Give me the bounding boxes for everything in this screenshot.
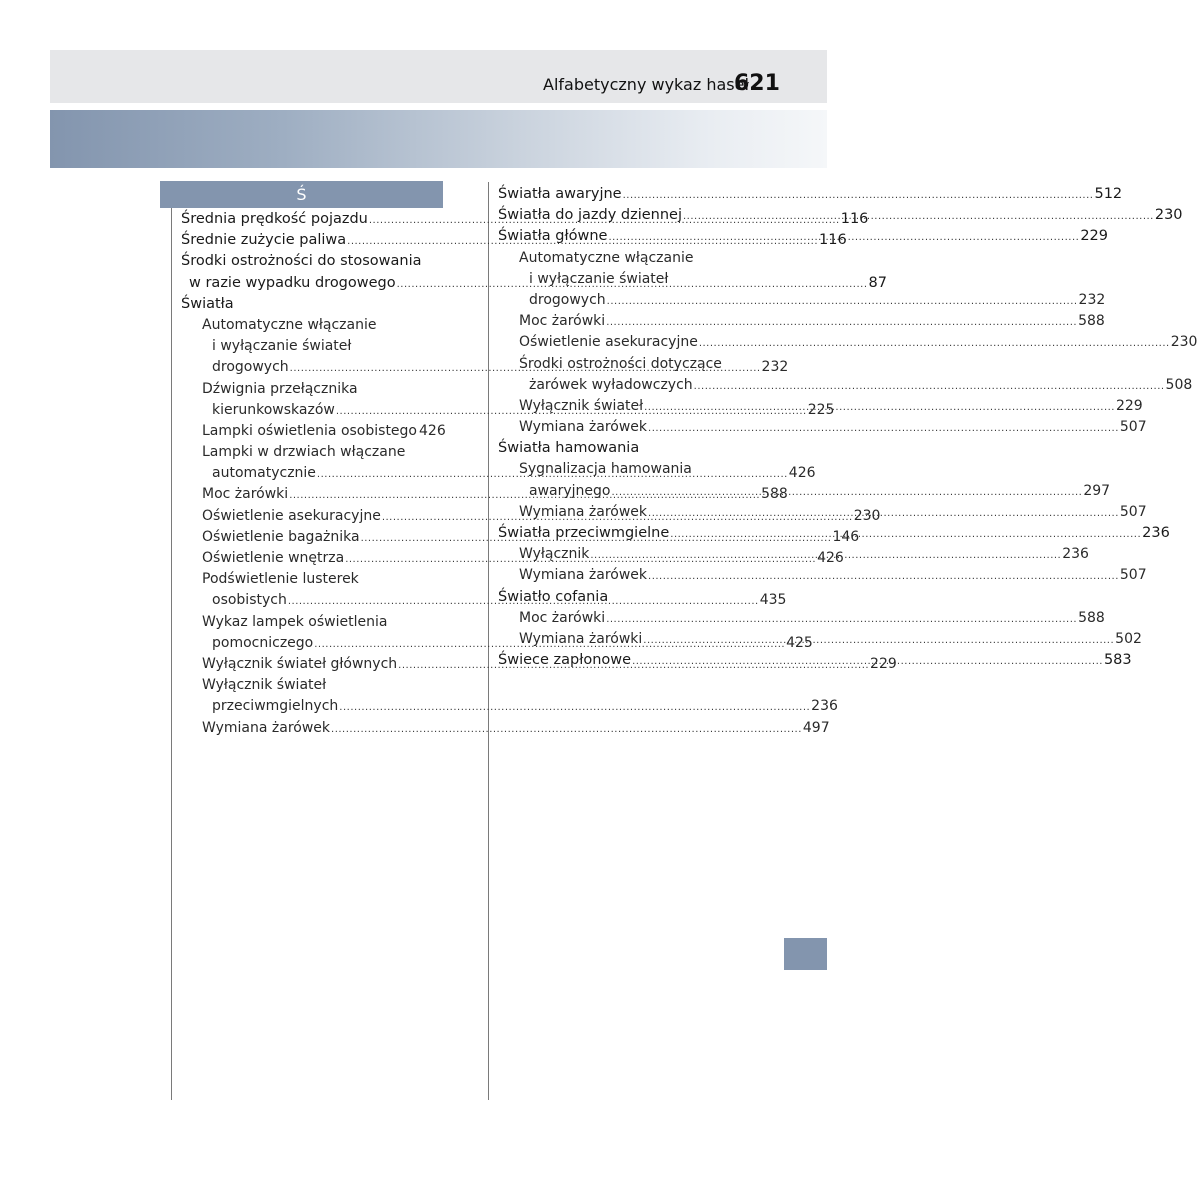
index-entry-text: Lampki oświetlenia osobistego (202, 422, 417, 439)
index-entry-text: Wyłącznik świateł (519, 397, 644, 414)
page-number: 621 (734, 71, 780, 96)
index-entry-page: 116 (819, 232, 847, 249)
index-entry-page: 116 (840, 211, 869, 227)
index-entry-page: 497 (802, 719, 830, 736)
index-entry-text: Średnie zużycie paliwa (181, 232, 347, 249)
index-entry-text: przeciwmgielnych (212, 698, 339, 715)
index-entry (498, 417, 1147, 438)
index-entry-text: Moc żarówki (519, 609, 606, 626)
index-entry-text: drogowych (529, 291, 606, 308)
index-entry (498, 248, 760, 269)
index-entry-text: Oświetlenie asekuracyjne (202, 507, 381, 524)
index-entry-page: 229 (1115, 397, 1143, 414)
index-entry-text: Wymiana żarówek (519, 503, 648, 520)
index-entry-page: 435 (759, 592, 787, 609)
index-entry (181, 336, 443, 357)
index-entry-text: awaryjnego (529, 482, 611, 499)
index-entry-text: Sygnalizacja hamowania (519, 461, 692, 478)
index-entry (181, 251, 443, 272)
index-entry-page: 236 (1062, 546, 1089, 563)
section-letter-tab: Ś (160, 181, 443, 208)
index-entry-page: 502 (1115, 630, 1142, 647)
index-entry-page: 236 (811, 698, 838, 715)
index-entry-page: 588 (761, 486, 788, 503)
index-entry-text: i wyłączanie świateł (212, 338, 352, 355)
index-entry (498, 269, 760, 290)
index-entry-text: Moc żarówki (202, 486, 289, 503)
dot-leader (648, 503, 1119, 524)
index-entry-text: Światła główne (498, 228, 608, 245)
page-header-title: Alfabetyczny wykaz haseł (543, 75, 749, 94)
index-entry-page: 225 (807, 401, 835, 418)
dot-leader (694, 376, 1165, 397)
index-entry-page: 229 (1080, 228, 1109, 245)
dot-leader (339, 697, 810, 718)
index-entry-text: Wymiana żarówki (519, 630, 643, 647)
index-entry-text: Świece zapłonowe (498, 652, 632, 669)
index-entry-text: Oświetlenie bagażnika (202, 528, 360, 545)
index-entry-page: 230 (1170, 334, 1197, 351)
index-entry (181, 421, 446, 442)
dot-leader (623, 185, 1094, 206)
dot-leader (699, 333, 1170, 354)
index-entry-text: Automatyczne włączanie (202, 316, 377, 333)
index-entry-text: Dźwignia przełącznika (202, 380, 358, 397)
dot-leader (606, 312, 1077, 333)
index-entry-text: drogowych (212, 359, 289, 376)
dot-leader (606, 609, 1077, 630)
index-entry-text: Oświetlenie asekuracyjne (519, 334, 698, 351)
index-entry-page: 229 (870, 655, 897, 672)
index-entry (498, 290, 1106, 311)
index-entry-text: osobistych (212, 592, 287, 609)
index-entry-page: 146 (832, 528, 860, 545)
index-entry-text: w razie wypadku drogowego (189, 274, 396, 291)
column-divider-left (171, 208, 172, 1100)
index-entry (498, 565, 1147, 586)
index-entry (498, 438, 760, 459)
dot-leader (644, 397, 1115, 418)
index-entry-page: 232 (1078, 291, 1106, 308)
index-entry-text: Wymiana żarówek (202, 719, 331, 736)
index-entry-text: Światła (181, 295, 234, 312)
chapter-side-tab (784, 938, 827, 970)
index-entry-text: Moc żarówki (519, 313, 606, 330)
index-entry-page: 426 (419, 422, 446, 439)
index-entry (181, 675, 443, 696)
index-entry-text: Oświetlenie wnętrza (202, 550, 345, 566)
index-entry (181, 294, 443, 315)
index-entry (181, 379, 443, 400)
index-entry-text: pomocniczego (212, 634, 314, 651)
index-entry-text: Wymiana żarówek (519, 567, 648, 584)
index-entry-text: Wykaz lampek oświetlenia (202, 613, 388, 630)
index-entry-text: Światło cofania (498, 588, 609, 605)
index-entry-text: Wyłącznik świateł głównych (202, 655, 398, 672)
index-entry-text: Środki ostrożności do stosowania (181, 253, 422, 270)
index-entry-page: 512 (1094, 186, 1123, 202)
index-entry-page: 230 (853, 507, 881, 524)
index-entry (498, 587, 760, 608)
decorative-gradient-band (50, 110, 827, 168)
index-entry-text: kierunkowskazów (212, 401, 335, 418)
index-entry-text: Środki ostrożności dotyczące (519, 355, 722, 372)
index-entry-text: Średnia prędkość pojazdu (181, 211, 368, 227)
dot-leader (590, 545, 1061, 566)
index-entry (498, 332, 1197, 353)
index-entry (181, 569, 443, 590)
index-entry-text: żarówek wyładowczych (529, 376, 693, 393)
dot-leader (648, 566, 1119, 587)
index-entry-page: 297 (1083, 482, 1111, 499)
dot-leader (331, 719, 802, 740)
dot-leader (670, 524, 1141, 545)
index-entry-page: 507 (1119, 567, 1147, 584)
index-entry (181, 696, 838, 717)
index-entry-page: 588 (1078, 313, 1105, 330)
dot-leader (607, 291, 1078, 312)
index-entry (181, 612, 443, 633)
dot-leader (643, 630, 1114, 651)
index-entry-page: 426 (817, 550, 844, 566)
index-entry-page: 87 (868, 274, 887, 291)
index-entry-page: 583 (1103, 652, 1132, 669)
index-entry-text: Światła przeciwmgielne (498, 525, 670, 541)
index-entry-text: Podświetlenie lusterek (202, 571, 359, 588)
index-entry-text: Światła awaryjne (498, 186, 622, 202)
index-entry (498, 608, 1105, 629)
index-entry-text: Wymiana żarówek (519, 419, 648, 436)
index-entry (498, 354, 760, 375)
index-entry-text: Światła hamowania (498, 440, 640, 457)
index-entry (181, 315, 443, 336)
index-entry (181, 718, 830, 739)
dot-leader (648, 418, 1119, 439)
index-entry-text: Lampki w drzwiach włączane (202, 444, 406, 461)
index-entry-page: 236 (1142, 525, 1170, 541)
index-entry-text: Światła do jazdy dziennej (498, 207, 682, 224)
index-entry-page: 425 (786, 634, 813, 651)
index-entry-text: Wyłącznik świateł (202, 677, 327, 694)
index-entry-page: 508 (1165, 376, 1193, 393)
index-entry (181, 442, 443, 463)
index-entry-page: 232 (761, 359, 789, 376)
index-entry-page: 426 (788, 465, 816, 482)
dot-leader (608, 227, 1079, 248)
index-entry-text: i wyłączanie świateł (529, 270, 669, 287)
index-entry-text: automatycznie (212, 465, 316, 482)
index-entry-page: 507 (1119, 503, 1147, 520)
index-entry-page: 588 (1078, 609, 1105, 626)
index-entry-page: 230 (1154, 207, 1183, 224)
index-entry (498, 375, 1193, 396)
index-entry-page: 507 (1119, 419, 1147, 436)
dot-leader (683, 206, 1154, 227)
index-entry (498, 311, 1105, 332)
index-entry (498, 184, 1123, 205)
dot-leader (632, 651, 1103, 672)
index-entry-text: Automatyczne włączanie (519, 249, 694, 266)
index-entry-text: Wyłącznik (519, 546, 590, 563)
index-entry (498, 459, 760, 480)
dot-leader (611, 482, 1082, 503)
